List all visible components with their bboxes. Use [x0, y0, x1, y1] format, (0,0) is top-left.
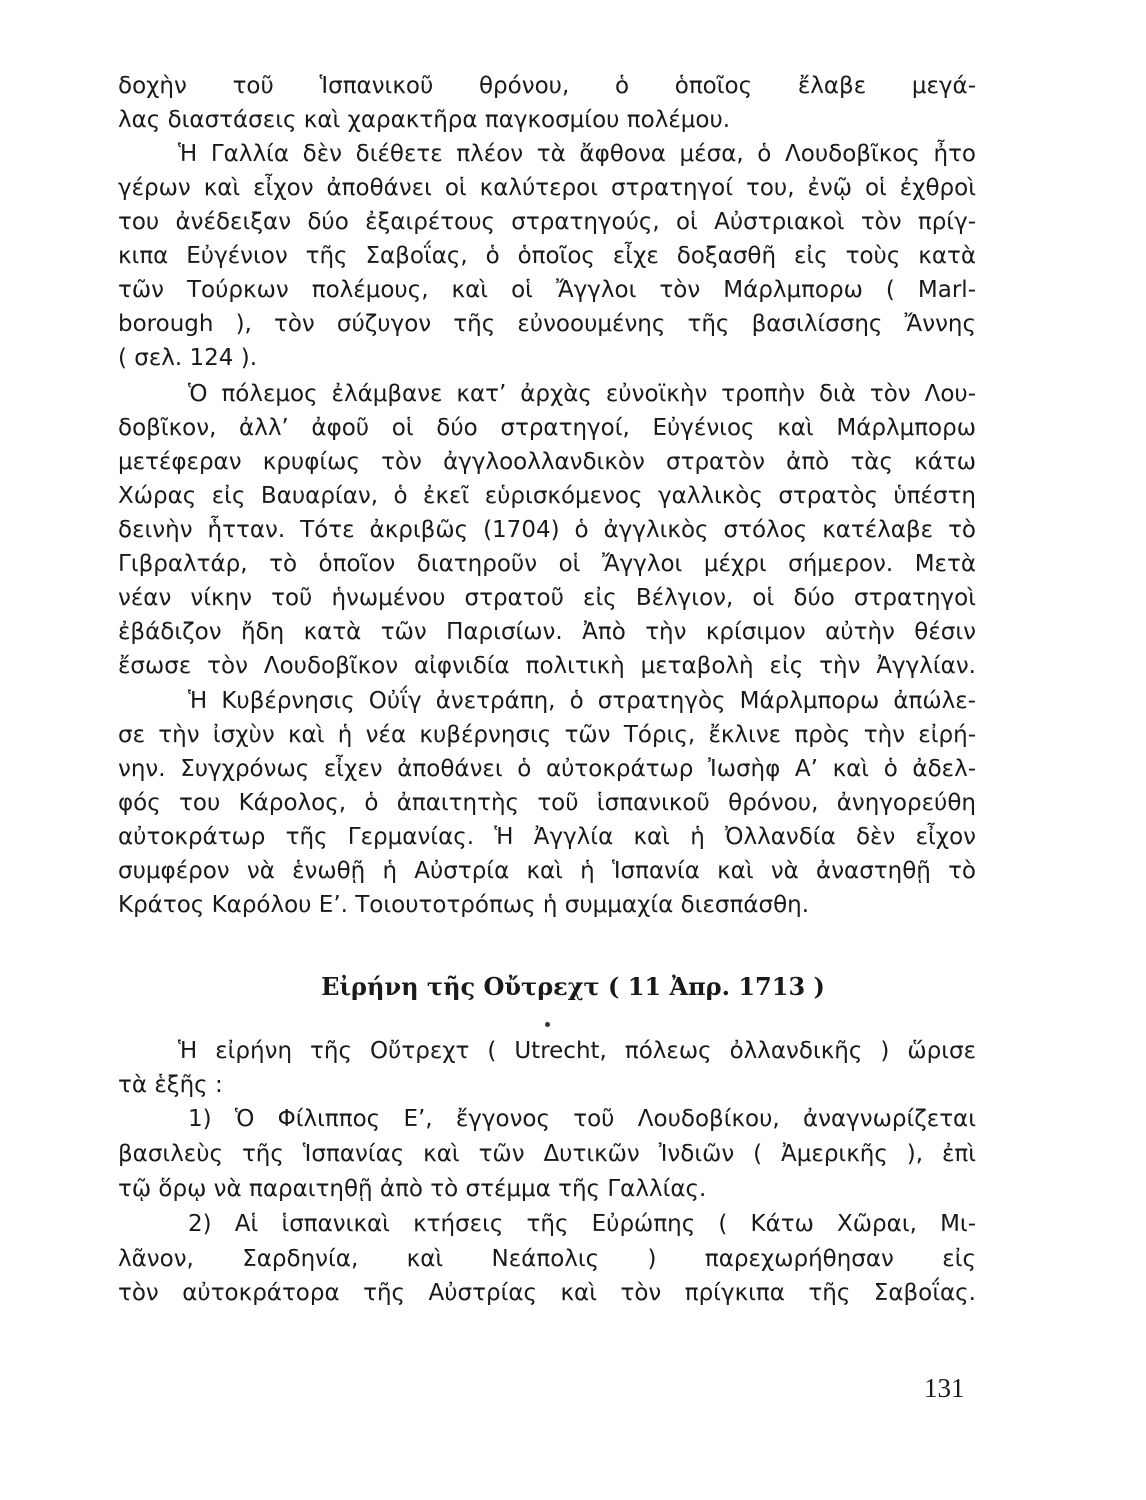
paragraph-start: Ἡ Γαλλία δὲν διέθετε πλέον τὰ ἄφθονα μέσα, ὁ Λουδοβῖκος ἦτο [178, 141, 976, 167]
list-item-start: 1) Ὁ Φίλιππος Ε’, ἔγγονος τοῦ Λουδοβίκου, ἀναγνωρίζεται [188, 1106, 976, 1132]
text-line: λᾶνον, Σαρδηνία, καὶ Νεάπολις ) παρεχωρήθησαν εἰς [118, 1246, 976, 1272]
text-line: Χώρας εἰς Βαυαρίαν, ὁ ἐκεῖ εὑρισκόμενος γαλλικὸς στρατὸς ὑπέστη [118, 483, 976, 509]
text-line: κιπα Εὐγένιον τῆς Σαβοΐας, ὁ ὁποῖος εἶχε δοξασθῆ εἰς τοὺς κατὰ [118, 243, 976, 269]
text-line: δοχὴν τοῦ Ἱσπανικοῦ θρόνου, ὁ ὁποῖος ἔλαβε μεγά- [118, 73, 976, 99]
text-line: Κράτος Καρόλου Ε’. Τοιουτοτρόπως ἡ συμμαχία διεσπάσθη. [118, 892, 810, 918]
text-line: συμφέρον νὰ ἑνωθῇ ἡ Αὐστρία καὶ ἡ Ἱσπανία καὶ νὰ ἀναστηθῇ τὸ [118, 858, 976, 884]
text-line: βασιλεὺς τῆς Ἱσπανίας καὶ τῶν Δυτικῶν Ἰνδιῶν ( Ἀμερικῆς ), ἐπὶ [118, 1141, 976, 1167]
text-line: ἔσωσε τὸν Λουδοβῖκον αἰφνιδία πολιτικὴ μεταβολὴ εἰς τὴν Ἀγγλίαν. [118, 653, 976, 679]
text-line: τὸν αὐτοκράτορα τῆς Αὐστρίας καὶ τὸν πρίγκιπα τῆς Σαβοΐας. [118, 1280, 976, 1306]
text-line: νέαν νίκην τοῦ ἡνωμένου στρατοῦ εἰς Βέλγιον, οἱ δύο στρατηγοὶ [118, 585, 976, 611]
paragraph-start: Ἡ Κυβέρνησις Οὐΐγ ἀνετράπη, ὁ στρατηγὸς Μάρλμπορω ἀπώλε- [188, 688, 976, 714]
text-line: τὰ ἑξῆς : [118, 1072, 223, 1098]
text-line: τῶν Τούρκων πολέμους, καὶ οἱ Ἄγγλοι τὸν Μάρλμπορω ( Marl- [118, 277, 976, 303]
text-line: μετέφεραν κρυφίως τὸν ἀγγλοολλανδικὸν στρατὸν ἀπὸ τὰς κάτω [118, 449, 976, 475]
text-line: ἐβάδιζον ἤδη κατὰ τῶν Παρισίων. Ἀπὸ τὴν κρίσιμον αὐτὴν θέσιν [118, 619, 976, 645]
text-line: γέρων καὶ εἶχον ἀποθάνει οἱ καλύτεροι στρατηγοί του, ἐνῷ οἱ ἐχθροὶ [118, 175, 976, 201]
text-line: Γιβραλτάρ, τὸ ὁποῖον διατηροῦν οἱ Ἄγγλοι μέχρι σήμερον. Μετὰ [118, 551, 976, 577]
text-line: αὐτοκράτωρ τῆς Γερμανίας. Ἡ Ἀγγλία καὶ ἡ Ὀλλανδία δὲν εἶχον [118, 824, 976, 850]
text-line: φός του Κάρολος, ὁ ἀπαιτητὴς τοῦ ἱσπανικοῦ θρόνου, ἀνηγορεύθη [118, 790, 976, 816]
text-line: δεινὴν ἧτταν. Τότε ἀκριβῶς (1704) ὁ ἀγγλικὸς στόλος κατέλαβε τὸ [118, 517, 976, 543]
list-item-start: 2) Αἱ ἱσπανικαὶ κτήσεις τῆς Εὐρώπης ( Κάτω Χῶραι, Μι- [188, 1211, 976, 1237]
text-line: λας διαστάσεις καὶ χαρακτῆρα παγκοσμίου πολέμου. [118, 107, 731, 133]
print-dot [545, 1022, 550, 1027]
text-line: του ἀνέδειξαν δύο ἐξαιρέτους στρατηγούς, οἱ Αὐστριακοὶ τὸν πρίγ- [118, 209, 976, 235]
page-number: 131 [924, 1373, 965, 1403]
text-line: ( σελ. 124 ). [118, 345, 258, 371]
text-line: τῷ ὅρῳ νὰ παραιτηθῇ ἀπὸ τὸ στέμμα τῆς Γαλλίας. [118, 1176, 707, 1202]
section-heading: Εἰρήνη τῆς Οὔτρεχτ ( 11 Ἀπρ. 1713 ) [321, 972, 825, 1001]
text-line: borough ), τὸν σύζυγον τῆς εὐνοουμένης τῆς βασιλίσσης Ἄννης [118, 311, 976, 337]
text-line: νην. Συγχρόνως εἶχεν ἀποθάνει ὁ αὐτοκράτωρ Ἰωσὴφ Α’ καὶ ὁ ἀδελ- [118, 756, 976, 782]
text-line: σε τὴν ἰσχὺν καὶ ἡ νέα κυβέρνησις τῶν Τόρις, ἔκλινε πρὸς τὴν εἰρή- [118, 722, 976, 748]
text-line: δοβῖκον, ἀλλ’ ἀφοῦ οἱ δύο στρατηγοί, Εὐγένιος καὶ Μάρλμπορω [118, 415, 976, 441]
paragraph-start: Ἡ εἰρήνη τῆς Οὔτρεχτ ( Utrecht, πόλεως ὀλλανδικῆς ) ὥρισε [178, 1038, 976, 1064]
paragraph-start: Ὁ πόλεμος ἐλάμβανε κατ’ ἀρχὰς εὐνοϊκὴν τροπὴν διὰ τὸν Λου- [188, 381, 976, 407]
